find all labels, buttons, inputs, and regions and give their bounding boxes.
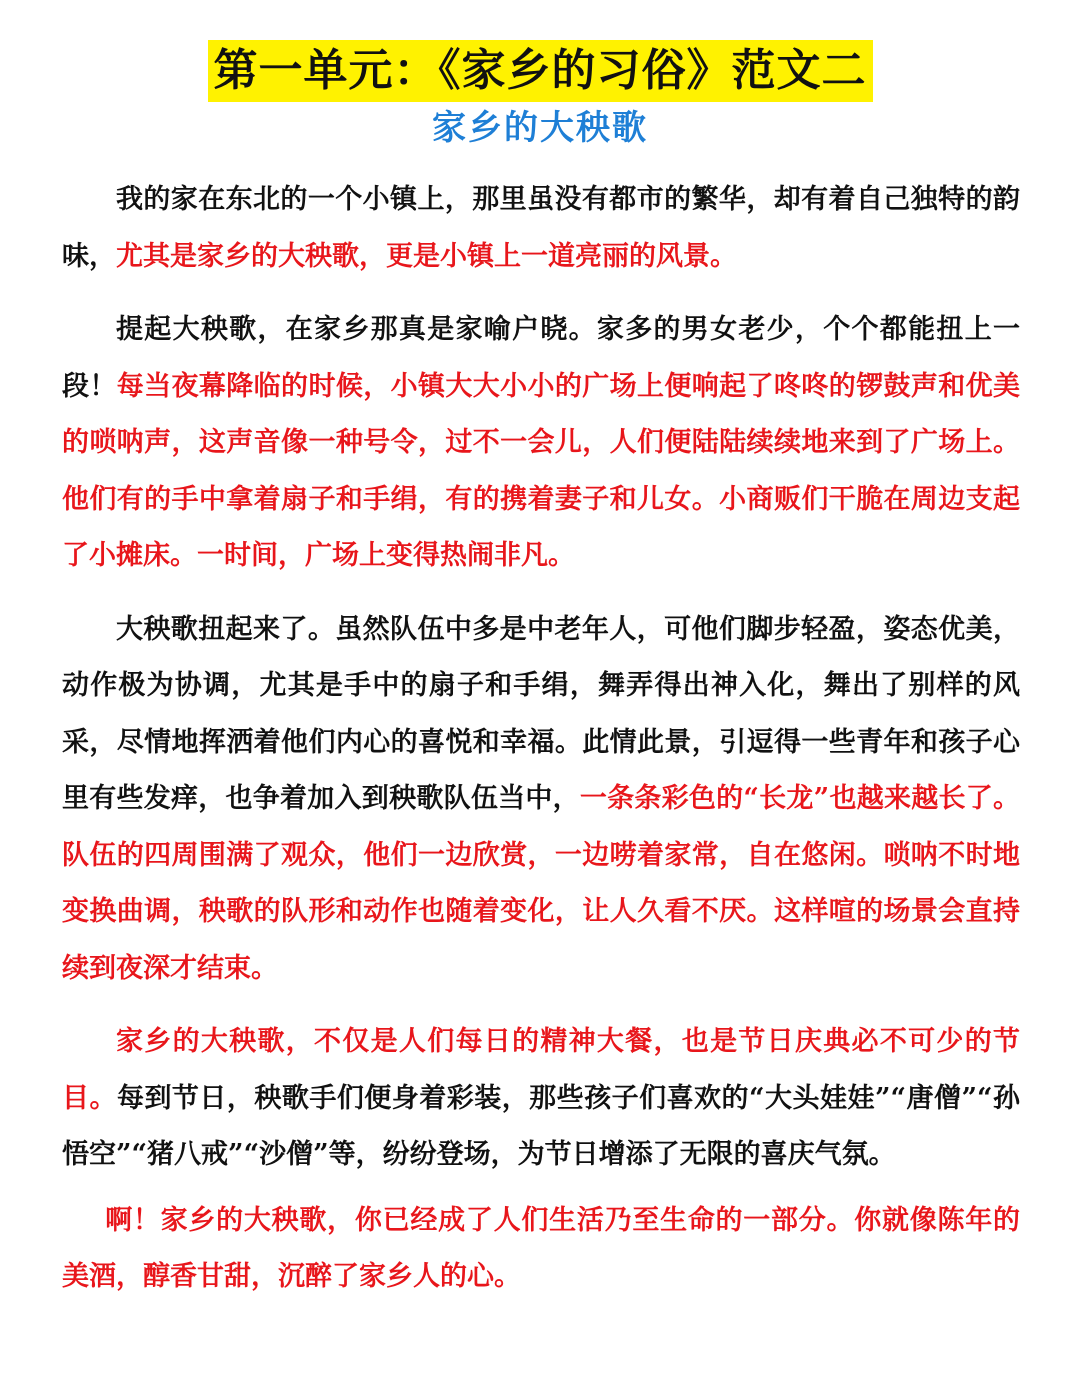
page-title: 第一单元：《家乡的习俗》范文二 bbox=[208, 40, 873, 102]
paragraph-4 bbox=[62, 1014, 1020, 1184]
paragraph-2 bbox=[62, 302, 1020, 585]
title-container bbox=[0, 40, 1080, 102]
paragraph-3-highlight-1: 一条条彩色的“长龙”也越来越长了。队伍的四周围满了观众，他们一边欣赏，一边唠着家常，自在悠闲。唢呐不时地变换曲调，秧歌的队形和动作也随着变化，让人久看不厌。这样喧的场景会直持续到夜深才结束。 bbox=[62, 783, 1021, 984]
paragraph-2-text-1: 提起大秧歌，在家乡那真是家喻户晓。家多的男女老少，个个都能扭上一段！ bbox=[62, 314, 1020, 402]
paragraph-1-text-1: 我的家在东北的一个小镇上，那里虽没有都市的繁华，却有着自己独特的韵味， bbox=[62, 184, 1020, 272]
paragraph-3 bbox=[62, 602, 1020, 998]
essay-subtitle: 家乡的大秧歌 bbox=[432, 108, 648, 148]
paragraph-1 bbox=[62, 172, 1020, 285]
paragraph-1-highlight-1: 尤其是家乡的大秧歌，更是小镇上一道亮丽的风景。 bbox=[116, 240, 737, 272]
paragraph-4-text-1: 每到节日，秧歌手们便身着彩装，那些孩子们喜欢的“大头娃娃”“唐僧”“孙悟空”“猪八戒”“沙僧”等，纷纷登场，为节日增添了无限的喜庆气氛。 bbox=[62, 1082, 1021, 1170]
paragraph-3-text-1: 大秧歌扭起来了。虽然队伍中多是中老年人，可他们脚步轻盈，姿态优美，动作极为协调，尤其是手中的扇子和手绢，舞弄得出神入化，舞出了别样的风采，尽情地挥洒着他们内心的喜悦和幸福。此情此景，引逗得一些青年和孩子心里有些发痒，也争着加入到秧歌队伍当中， bbox=[62, 613, 1020, 814]
paragraph-5-highlight-1: 啊！家乡的大秧歌，你已经成了人们生活乃至生命的一部分。你就像陈年的美酒，醇香甘甜，沉醉了家乡人的心。 bbox=[62, 1204, 1020, 1292]
paragraph-4-highlight-1: 家乡的大秧歌，不仅是人们每日的精神大餐，也是节日庆典必不可少的节目。 bbox=[62, 1026, 1020, 1114]
paragraph-5 bbox=[62, 1193, 1020, 1306]
essay-body bbox=[62, 172, 1020, 1306]
paragraph-2-highlight-1: 每当夜幕降临的时候，小镇大大小小的广场上便响起了咚咚的锣鼓声和优美的唢呐声，这声音像一种号令，过不一会儿，人们便陆陆续续地来到了广场上。他们有的手中拿着扇子和手绢，有的携着妻子和儿女。小商贩们干脆在周边支起了小摊床。一时间，广场上变得热闹非凡。 bbox=[62, 370, 1020, 571]
